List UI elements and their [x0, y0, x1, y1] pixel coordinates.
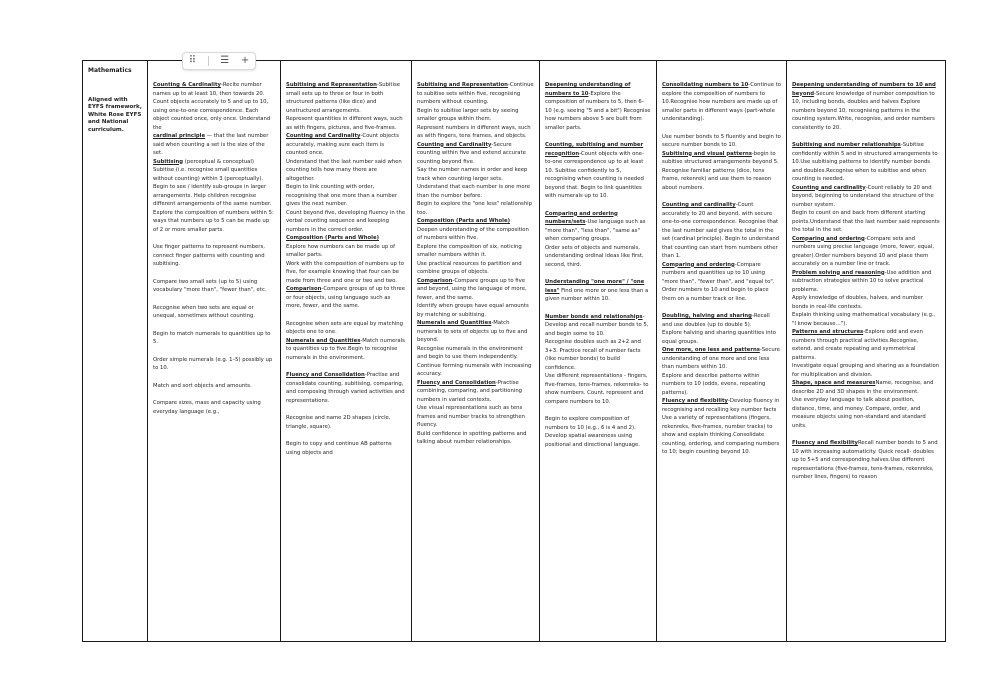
alignment-note: Aligned with EYFS framework, White Rose EYFS and National curriculum. [88, 97, 142, 133]
paragraph-text: -Secure counting within five and extend accurate counting beyond five. [417, 141, 526, 165]
paragraph [417, 260, 534, 277]
paragraph-text: -Explore the composition of numbers to 5, then 6–10 (e.g. seeing "5 and a bit") Recognise how numbers above 5 are built from smaller parts. [545, 90, 651, 131]
section-heading: Fluency and flexibility [792, 440, 858, 446]
paragraph-text: -Compare groups of up to three or four objects, using language such as more, fewer, and the same. [286, 286, 406, 309]
paragraph-text: Investigate equal grouping and sharing as a foundation for multiplication and division. [792, 363, 940, 378]
paragraph-text: Begin to match numerals to quantities up to 5. [153, 330, 271, 345]
paragraph [417, 226, 534, 243]
toolbar-divider [208, 56, 209, 66]
section-heading: Subitising and Representation [286, 82, 377, 88]
paragraph-text: -Practise combining, comparing, and partitioning numbers in varied contexts. [417, 379, 523, 403]
table-row [83, 61, 946, 642]
paragraph-text: Represent numbers in different ways, such as with fingers, tens frames, and objects. [417, 124, 531, 139]
paragraph [662, 81, 781, 124]
term-column [281, 61, 412, 642]
paragraph [545, 210, 651, 244]
paragraph-gap [545, 132, 651, 141]
paragraph-text: -Recite number names up to at least 10, then towards 20. [153, 82, 265, 97]
paragraph-text: Order sets of objects and numerals, understanding ordinal ideas like first, second, third. [545, 244, 644, 268]
paragraph-text: Use number bonds to 5 fluently and begin to secure number bonds to 10. [662, 133, 781, 148]
paragraph [545, 372, 651, 406]
section-heading: Counting and cardinality [792, 184, 866, 191]
paragraph-text: Use different representations - fingers, five-frames, tens-frames, rekenreks- to show numbers. Count, represent and compare numbers to 10. [545, 373, 649, 405]
paragraph [545, 244, 651, 270]
paragraph [662, 312, 781, 329]
section-heading: Doubling, halving and sharing [662, 313, 752, 319]
paragraph [153, 356, 275, 373]
paragraph-gap [662, 303, 781, 312]
paragraph-text: Find one more or one less than a given number within 10. [545, 287, 649, 302]
paragraph-text: Continue forming numerals with increasing accuracy. [417, 362, 532, 377]
paragraph-text: Recognise when two sets are equal or unequal, sometimes without counting. [153, 304, 256, 319]
paragraph-text: -Count accurately to 20 and beyond, with secure one-to-one correspondence. Recognise that the last number said gives the total in the set (cardinal principle). Begin to understand that counting can start from numbers other than 1. [662, 202, 780, 259]
section-heading: Deepening understanding of numbers to 10 [545, 82, 631, 97]
paragraph [417, 319, 534, 345]
paragraph [286, 81, 406, 115]
paragraph-gap [286, 362, 406, 371]
paragraph-gap [286, 311, 406, 320]
paragraph [417, 277, 534, 303]
paragraph-text: Deepen understanding of the composition of numbers within five. [417, 226, 529, 241]
paragraph-text: Identify when groups have equal amounts by matching or subitising. [417, 303, 529, 318]
paragraph [545, 338, 651, 372]
paragraph [792, 328, 940, 362]
paragraph [792, 439, 940, 482]
paragraph-gap [153, 234, 275, 243]
paragraph-text: -Secure understanding of one more and one less than numbers within 10. [662, 347, 780, 370]
paragraph-text: Explain thinking using mathematical vocabulary (e.g., "I know because…"). [792, 312, 936, 327]
paragraph-text: Compare sizes, mass and capacity using everyday language (e.g., [153, 400, 261, 415]
paragraph [662, 261, 781, 304]
paragraph [792, 184, 940, 210]
paragraph-text: Recognise when sets are equal by matching objects one to one. [286, 320, 404, 335]
section-heading: Comparing and ordering numbers/sets [545, 210, 618, 225]
section-heading: Number bonds and relationships [545, 313, 643, 320]
term-column [540, 61, 657, 642]
paragraph-gap [153, 269, 275, 278]
paragraph [662, 397, 781, 457]
section-heading: Problem solving and reasoning [792, 269, 885, 276]
paragraph-text: Recall number bonds to 5 and 10 with increasing automaticity. Quick recall- doubles up to 5+5 and corresponding halves.Use different representations (five-frames, tens-frames, rekenreks, number lines, fingers) to reason [792, 440, 938, 480]
section-heading: Numerals and Quantities [417, 320, 492, 326]
paragraph-text: Use visual representations such as tens frames and number tracks to strengthen fluency. [417, 405, 526, 428]
section-heading: Comparing and ordering [792, 235, 865, 242]
paragraph-gap [286, 405, 406, 414]
term-column [657, 61, 787, 642]
term-column [148, 61, 281, 642]
paragraph-gap [153, 347, 275, 356]
paragraph-text: Begin to explore composition of numbers to 10 (e.g., 6 is 4 and 2). Develop spatial awareness using positional and directional language. [545, 416, 640, 448]
paragraph-text: Explore how numbers can be made up of smaller parts. [286, 243, 396, 258]
paragraph-text: -begin to subitise structured arrangements beyond 5. Recognise familiar patterns (dice, tens frame, rekenrek) and use them to reason about numbers. [662, 150, 779, 191]
section-heading: Shape, space and measures [792, 380, 876, 386]
paragraph [153, 382, 275, 391]
paragraph-text: Use everyday language to talk about position, distance, time, and money. Compare, order, and measure objects using non-standard and standard units. [792, 397, 926, 429]
paragraph [792, 396, 940, 430]
list-format-icon[interactable]: ☰ [220, 55, 230, 66]
paragraph-gap [792, 132, 940, 141]
paragraph [545, 415, 651, 449]
paragraph-text: -Continue to explore the composition of numbers to 10.Recognise how numbers are made up of smaller parts in different ways (part-whole understanding). [662, 82, 782, 122]
section-heading: cardinal principle [153, 133, 206, 139]
paragraph-gap [286, 431, 406, 440]
paragraph-text: -Count reliably to 20 and beyond, beginning to understand the structure of the number system. [792, 184, 934, 208]
paragraph [792, 81, 940, 132]
paragraph [662, 329, 781, 346]
paragraph-gap [545, 269, 651, 278]
section-heading: Counting and Cardinality [286, 133, 361, 139]
paragraph [153, 278, 275, 295]
paragraph [153, 243, 275, 269]
section-heading: Understanding "one more" / "one less" [545, 279, 645, 294]
paragraph [417, 302, 534, 319]
paragraph-text: -Develop fluency in recognising and recalling key number facts Use a variety of representations (fingers, rekenreks, five-frames, number tracks) to show and explain thinking.Consolidate counting, ordering, and comparing numbers to 10; begin counting beyond 10. [662, 398, 780, 455]
paragraph [417, 379, 534, 405]
paragraph [286, 209, 406, 235]
section-heading: Deepening understanding of numbers to 10 and beyond [792, 82, 936, 97]
paragraph [545, 278, 651, 304]
paragraph [662, 150, 781, 193]
paragraph [153, 330, 275, 347]
paragraph-text: Recognise doubles such as 2+2 and 3+3. Practice recall of number facts (like number bonds) to build confidence. [545, 339, 641, 371]
paragraph [153, 158, 275, 184]
paragraph [792, 209, 940, 235]
paragraph-gap [662, 124, 781, 133]
paragraph [286, 183, 406, 209]
paragraph [792, 311, 940, 328]
section-heading: Counting and Cardinality [417, 141, 492, 148]
paragraph [662, 346, 781, 372]
paragraph [153, 209, 275, 235]
paragraph-text: -Count objects accurately, making sure each item is counted once. [286, 133, 399, 156]
paragraph-text: (perceptual & conceptual) Subitise (i.e. recognise small quantities without counting) within 3 (perceptually). [153, 158, 264, 182]
section-heading: Numerals and Quantities [286, 337, 361, 344]
paragraph [286, 234, 406, 243]
paragraph-gap [153, 373, 275, 382]
paragraph-text: Begin to count on and back from different starting points.Understand that the last number said represents the total in the set. [792, 210, 940, 233]
paragraph [417, 166, 534, 183]
paragraph [662, 201, 781, 261]
paragraph [286, 158, 406, 184]
term-column [412, 61, 540, 642]
paragraph-text: Recognise and name 2D shapes (circle, triangle, square). [286, 415, 391, 430]
paragraph-text: Explore halving and sharing quantities into equal groups. [662, 330, 776, 345]
paragraph [662, 372, 781, 398]
paragraph-text: -Compare sets and numbers using precise language (more, fewer, equal, greater).Order numbers beyond 10 and place them accurately on a number line or track. [792, 235, 935, 267]
section-heading: Comparing and ordering [662, 261, 735, 268]
paragraph [286, 337, 406, 363]
paragraph [153, 304, 275, 321]
section-heading: Counting and cardinality [662, 202, 736, 208]
paragraph-text: Match and sort objects and amounts. [153, 382, 252, 389]
section-heading: Comparison [417, 277, 453, 284]
paragraph-text: -Count objects with one-to-one correspondence up to at least 10. Subitise confidently to 5, recognising when counting is needed beyond that. Begin to link quantities with numerals up to 10. [545, 150, 644, 199]
paragraph-text: -Subitise small sets up to three or four in both structured patterns (like dice) and unstructured arrangements. [286, 82, 400, 114]
paragraph [286, 440, 406, 457]
section-heading: Composition (Parts and Whole) [286, 235, 379, 241]
paragraph [792, 235, 940, 269]
paragraph [792, 269, 940, 295]
paragraph [417, 243, 534, 260]
paragraph-text: -Use language such as "more than", "less than", "same as" when comparing groups. [545, 219, 646, 242]
paragraph-text: Recognise numerals in the environment and begin to use them independently. [417, 345, 523, 360]
section-heading: Subitising and Representation [417, 82, 508, 88]
section-heading: Counting & Cardinality [153, 82, 221, 88]
paragraph-text: -Secure knowledge of number composition to 10, including bonds, doubles and halves Explore numbers beyond 10, recognising patterns in the counting system.Write, recognise, and order numbers consistently to 20. [792, 90, 935, 131]
paragraph [153, 399, 275, 416]
paragraph [286, 414, 406, 431]
paragraph-text: Understand that each number is one more than the number before. [417, 184, 530, 199]
subject-cell [83, 61, 148, 642]
paragraph-text: -Develop and recall number bonds to 5, and begin some to 10. [545, 313, 649, 337]
paragraph [417, 345, 534, 362]
curriculum-table [82, 60, 946, 642]
paragraph-text: — that the last number said when counting a set is the size of the set. [153, 133, 269, 156]
paragraph [417, 200, 534, 217]
paragraph-gap [153, 390, 275, 399]
paragraph-text: Use finger patterns to represent numbers, connect finger patterns with counting and subitising. [153, 244, 265, 267]
paragraph-text: -Explore odd and even numbers through practical activities.Recognise, extend, and create repeating and symmetrical patterns. [792, 329, 923, 361]
paragraph [286, 132, 406, 158]
paragraph-text: -Use addition and subtraction strategies within 10 to solve practical problems. [792, 269, 932, 293]
paragraph-text: -Practise and consolidate counting, subitising, comparing, and composing through varied activities and representations. [286, 372, 405, 404]
paragraph-text: Order simple numerals (e.g. 1–5) possibly up to 10. [153, 356, 273, 371]
paragraph-text: Begin to see / identify sub-groups in larger arrangements. Help children recognise different arrangements of the same number. [153, 184, 272, 207]
drag-grip-icon[interactable]: ⠿ [188, 55, 197, 66]
paragraph [153, 81, 275, 98]
paragraph-text: Compare two small sets (up to 5) using vocabulary "more than", "fewer than", etc. [153, 278, 267, 293]
section-heading: Fluency and Consolidation [286, 372, 365, 378]
paragraph-text: Explore the composition of numbers within 5: ways that numbers up to 5 can be made up of 2 or more smaller parts. [153, 209, 274, 233]
paragraph-text: Begin to explore the "one less" relationship too. [417, 201, 533, 216]
paragraph [792, 294, 940, 311]
term-column [787, 61, 946, 642]
paragraph [417, 107, 534, 124]
subject-title: Mathematics [88, 67, 132, 74]
paragraph [545, 141, 651, 201]
section-heading: Subitising and number relationships [792, 142, 901, 148]
paragraph-gap [545, 406, 651, 415]
paragraph-text: -Compare numbers and quantities up to 10 using "more than", "fewer than", and "equal to". Order numbers to 10 and begin to place them on a number track or line. [662, 261, 775, 302]
paragraph [286, 320, 406, 337]
paragraph-text: Count objects accurately to 5 and up to 10, using one-to-one correspondence. Each object counted once, only once. Understand the [153, 99, 271, 131]
paragraph [417, 183, 534, 200]
paragraph [153, 183, 275, 209]
paragraph-gap [662, 192, 781, 201]
section-heading: Patterns and structures [792, 329, 864, 335]
paragraph [417, 141, 534, 167]
paragraph-text: Count beyond five, developing fluency in the verbal counting sequence and keeping numbers in the correct order. [286, 209, 406, 233]
paragraph [417, 362, 534, 379]
paragraph-gap [545, 201, 651, 210]
paragraph [286, 285, 406, 311]
paragraph [417, 217, 534, 226]
section-heading: Composition (Parts and Whole) [417, 218, 510, 224]
paragraph-gap [153, 321, 275, 330]
paragraph-text: Begin to link counting with order, recognising that one more than a number gives the next number. [286, 184, 398, 207]
paragraph-gap [792, 430, 940, 439]
paragraph-text: Begin to copy and continue AB patterns using objects and [286, 441, 392, 456]
paragraph-text: Build confidence in spotting patterns and talking about number relationships. [417, 430, 527, 445]
section-heading: Subitising and visual patterns [662, 150, 752, 157]
paragraph-text: -Continue to subitise sets within five, recognising numbers without counting. [417, 82, 534, 105]
paragraph [792, 141, 940, 184]
table-toolbar[interactable] [182, 52, 256, 70]
paragraph-text: -Subitise confidently within 5 and in structured arrangements to 10.Use subitising patterns to identify number bonds and doubles.Recognise when to subitise and when counting is needed. [792, 142, 938, 182]
section-heading: Comparison [286, 286, 322, 292]
paragraph [662, 133, 781, 150]
paragraph [792, 379, 940, 396]
paragraph-text: Explore and describe patterns within numbers to 10 (odds, evens, repeating patterns). [662, 372, 766, 396]
paragraph-text: Apply knowledge of doubles, halves, and number bonds in real-life contexts. [792, 295, 923, 310]
paragraph-text: Name, recognise, and describe 2D and 3D shapes in the environment. [792, 380, 934, 395]
paragraph-text: Work with the composition of numbers up to five, for example knowing that four can be made from three and one or two and two. [286, 260, 404, 284]
section-heading: Fluency and flexibility [662, 398, 728, 404]
section-heading: Counting, subitising and number recognition [545, 142, 644, 157]
paragraph [545, 81, 651, 132]
paragraph-text: Understand that the last number said when counting tells how many there are altogether. [286, 158, 402, 182]
paragraph-text: -Recall and use doubles (up to double 5). [662, 313, 770, 328]
paragraph-gap [153, 295, 275, 304]
section-heading: Consolidating numbers to 10 [662, 82, 749, 88]
paragraph-text: Begin to subitise larger sets by seeing smaller groups within them. [417, 107, 519, 122]
section-heading: Fluency and Consolidation [417, 379, 496, 386]
section-heading: One more, one less and patterns [662, 347, 760, 353]
paragraph [417, 81, 534, 107]
paragraph [417, 430, 534, 447]
paragraph [286, 260, 406, 286]
paragraph [286, 115, 406, 132]
section-heading: Subitising [153, 158, 184, 165]
paragraph [417, 404, 534, 430]
paragraph-gap [545, 304, 651, 313]
paragraph [545, 313, 651, 339]
paragraph [153, 132, 275, 158]
paragraph-text: Explore the composition of six, noticing smaller numbers within it. [417, 243, 522, 258]
paragraph-text: -Match numerals to sets of objects up to five and beyond. [417, 320, 528, 343]
paragraph [286, 243, 406, 260]
paragraph [792, 362, 940, 379]
paragraph [286, 371, 406, 405]
paragraph-text: -Compare groups up to five and beyond, using the language of more, fewer, and the same. [417, 277, 527, 301]
paragraph-text: Represent quantities in different ways, such as with fingers, pictures, and five-frames. [286, 116, 403, 131]
paragraph [153, 98, 275, 132]
paragraph [417, 124, 534, 141]
paragraph-text: Use practical resources to partition and combine groups of objects. [417, 260, 522, 275]
paragraph-text: -Match numerals to quantities up to five.Begin to recognise numerals in the environment. [286, 337, 405, 361]
add-button[interactable]: + [240, 55, 250, 66]
paragraph-text: Say the number names in order and keep track when counting larger sets. [417, 167, 528, 182]
